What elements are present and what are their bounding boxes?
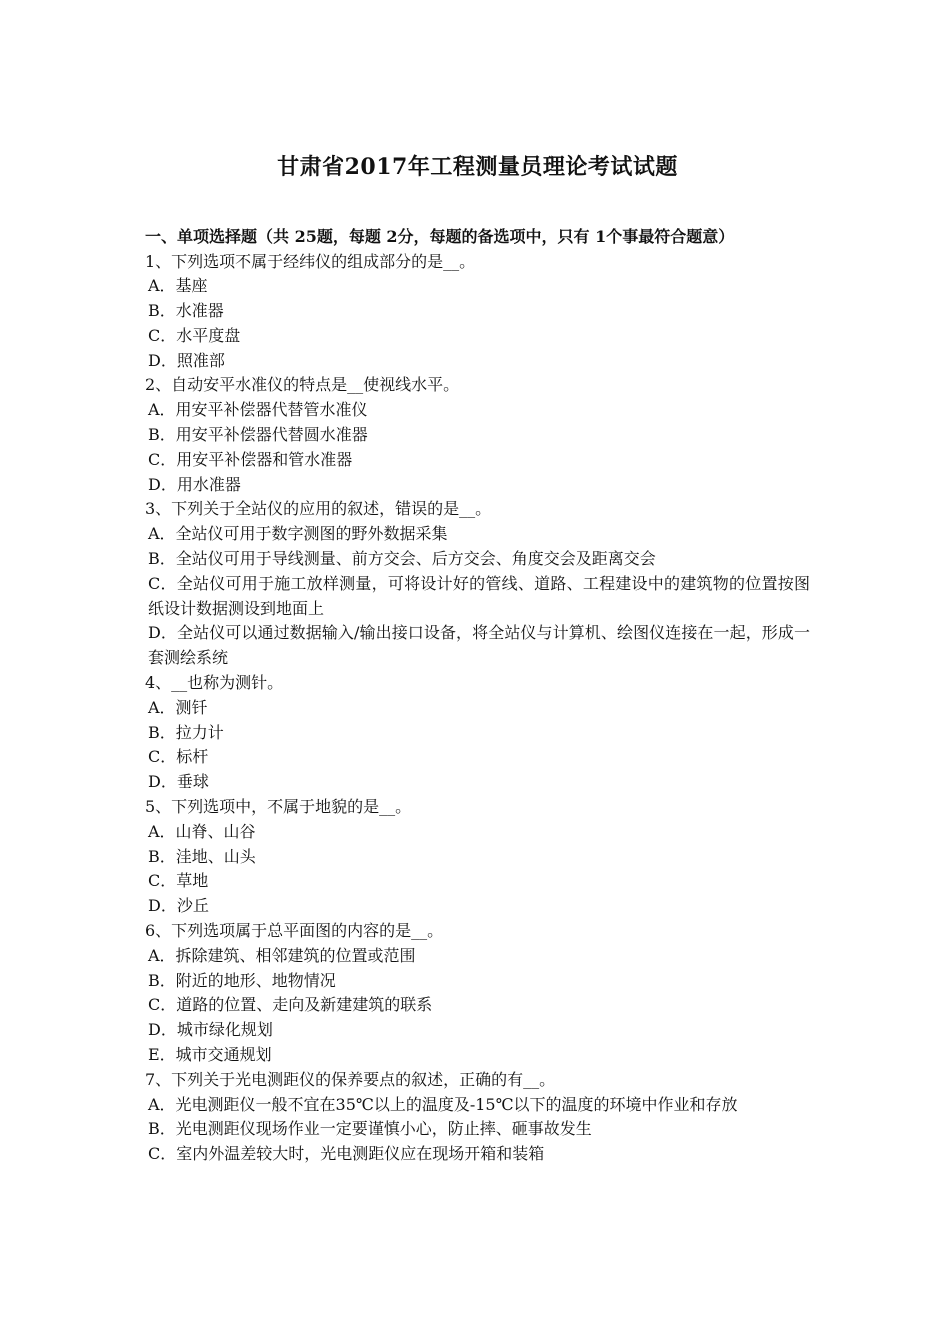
option-c: C．道路的位置、走向及新建建筑的联系 bbox=[148, 995, 433, 1015]
option-c: C．用安平补偿器和管水准器 bbox=[148, 449, 353, 469]
option-a: A．全站仪可用于数字测图的野外数据采集 bbox=[148, 524, 448, 544]
option-b: B．附近的地形、地物情况 bbox=[148, 970, 336, 990]
option-a: A．光电测距仪一般不宜在35℃以上的温度及-15℃以下的温度的环境中作业和存放 bbox=[148, 1094, 738, 1114]
option-b: B．拉力计 bbox=[148, 722, 224, 742]
option-b: B．光电测距仪现场作业一定要谨慎小心，防止摔、砸事故发生 bbox=[148, 1119, 592, 1139]
question-5 bbox=[145, 795, 810, 919]
question-1 bbox=[145, 250, 810, 374]
option-a: A．基座 bbox=[148, 276, 208, 296]
question-stem: 6、下列选项属于总平面图的内容的是__。 bbox=[145, 921, 444, 941]
question-6 bbox=[145, 919, 810, 1068]
option-b: B．洼地、山头 bbox=[148, 846, 256, 866]
option-d: D．全站仪可以通过数据输入/输出接口设备，将全站仪与计算机、绘图仪连接在一起，形成一套测绘系统 bbox=[148, 623, 810, 668]
question-3 bbox=[145, 497, 810, 671]
document-title: 甘肃省2017年工程测量员理论考试试题 bbox=[277, 154, 678, 180]
option-d: D．沙丘 bbox=[148, 896, 209, 916]
question-stem: 3、下列关于全站仪的应用的叙述，错误的是__。 bbox=[145, 499, 492, 519]
option-c: C．标杆 bbox=[148, 747, 209, 767]
section-heading: 一、单项选择题（共 25题，每题 2分，每题的备选项中，只有 1个事最符合题意） bbox=[145, 227, 735, 246]
option-b: B．水准器 bbox=[148, 301, 224, 321]
question-stem: 2、自动安平水准仪的特点是__使视线水平。 bbox=[145, 375, 460, 395]
question-stem: 7、下列关于光电测距仪的保养要点的叙述，正确的有__。 bbox=[145, 1069, 556, 1089]
option-c: C．水平度盘 bbox=[148, 325, 241, 345]
option-e: E．城市交通规划 bbox=[148, 1045, 272, 1064]
option-d: D．用水准器 bbox=[148, 474, 241, 494]
question-stem: 1、下列选项不属于经纬仪的组成部分的是__。 bbox=[145, 251, 476, 271]
option-a: A．拆除建筑、相邻建筑的位置或范围 bbox=[148, 945, 416, 965]
option-b: B．用安平补偿器代替圆水准器 bbox=[148, 425, 368, 445]
question-stem: 5、下列选项中，不属于地貌的是__。 bbox=[145, 797, 412, 817]
option-d: D．照准部 bbox=[148, 350, 225, 370]
question-2 bbox=[145, 373, 810, 497]
option-c: C．全站仪可用于施工放样测量，可将设计好的管线、道路、工程建设中的建筑物的位置按图纸设计数据测设到地面上 bbox=[148, 573, 810, 618]
question-4 bbox=[145, 671, 810, 795]
option-c: C．草地 bbox=[148, 871, 209, 891]
option-b: B．全站仪可用于导线测量、前方交会、后方交会、角度交会及距离交会 bbox=[148, 549, 656, 569]
question-stem: 4、__也称为测针。 bbox=[145, 673, 284, 693]
document-body bbox=[145, 225, 810, 1167]
option-d: D．垂球 bbox=[148, 772, 209, 792]
option-a: A．山脊、山谷 bbox=[148, 821, 256, 841]
option-c: C．室内外温差较大时，光电测距仪应在现场开箱和装箱 bbox=[148, 1144, 545, 1164]
option-a: A．用安平补偿器代替管水准仪 bbox=[148, 400, 368, 420]
option-d: D．城市绿化规划 bbox=[148, 1020, 273, 1040]
question-7 bbox=[145, 1068, 810, 1167]
option-a: A．测钎 bbox=[148, 697, 208, 717]
